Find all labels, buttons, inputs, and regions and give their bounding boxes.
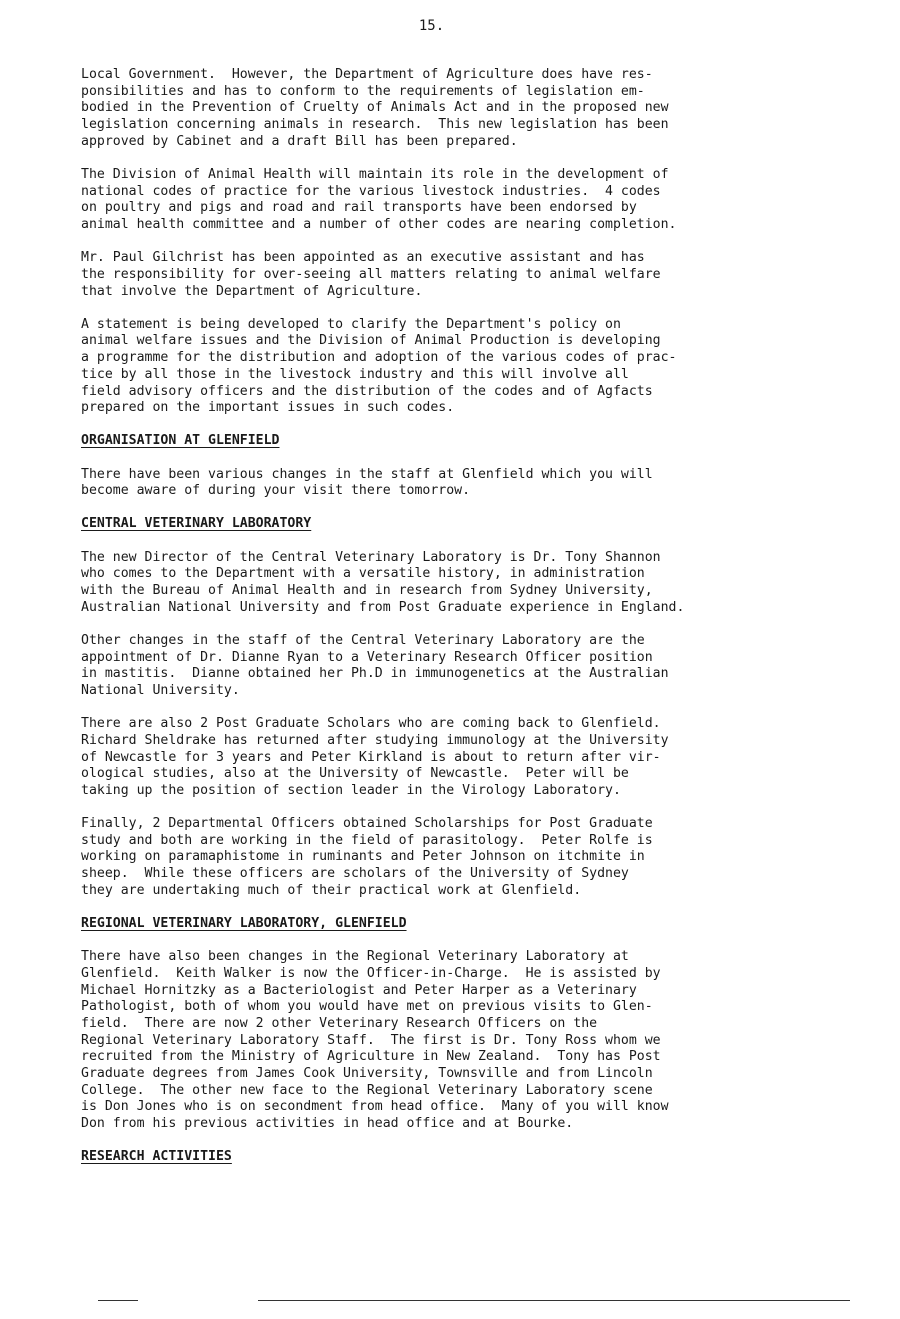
text-line: on poultry and pigs and road and rail transports have been endorsed by [81, 200, 637, 216]
text-line: in mastitis. Dianne obtained her Ph.D in immunogenetics at the Australian [81, 666, 669, 682]
text-line: legislation concerning animals in research. This new legislation has been [81, 117, 669, 133]
text-line: who comes to the Department with a versatile history, in administration [81, 566, 645, 582]
text-line: Don from his previous activities in head office and at Bourke. [81, 1116, 574, 1132]
text-line: There have been various changes in the staff at Glenfield which you will [81, 466, 653, 482]
text-line: with the Bureau of Animal Health and in research from Sydney University, [81, 583, 653, 599]
text-line: taking up the position of section leader in the Virology Laboratory. [81, 782, 621, 798]
text-line: Australian National University and from Post Graduate experience in England. [81, 599, 685, 615]
text-line: The new Director of the Central Veterinary Laboratory is Dr. Tony Shannon [81, 549, 661, 565]
text-line: animal welfare issues and the Division of Animal Production is developing [81, 333, 661, 349]
text-line: appointment of Dr. Dianne Ryan to a Veterinary Research Officer position [81, 649, 653, 665]
text-line: College. The other new face to the Regional Veterinary Laboratory scene [81, 1082, 653, 1098]
text-line: There are also 2 Post Graduate Scholars who are coming back to Glenfield. [81, 716, 661, 732]
text-line: a programme for the distribution and adoption of the various codes of prac- [81, 350, 677, 366]
text-line: There have also been changes in the Regional Veterinary Laboratory at [81, 949, 629, 965]
text-line: Finally, 2 Departmental Officers obtained Scholarships for Post Graduate [81, 816, 653, 832]
text-line: that involve the Department of Agriculture. [81, 283, 423, 299]
paragraph [81, 816, 841, 899]
paragraph [81, 317, 841, 417]
paragraph [81, 633, 841, 700]
text-line: ological studies, also at the University of Newcastle. Peter will be [81, 766, 629, 782]
paragraph [81, 250, 841, 300]
section-heading: ORGANISATION AT GLENFIELD [81, 433, 280, 449]
text-line: become aware of during your visit there tomorrow. [81, 483, 471, 499]
text-line: National University. [81, 682, 240, 698]
document-body [81, 67, 841, 1183]
paragraph [81, 949, 841, 1133]
paragraph [81, 467, 841, 500]
text-line: Local Government. However, the Department of Agriculture does have res- [81, 67, 653, 82]
text-line: is Don Jones who is on secondment from head office. Many of you will know [81, 1099, 669, 1115]
page-number: 15. [418, 18, 445, 34]
text-line: Other changes in the staff of the Central Veterinary Laboratory are the [81, 632, 645, 648]
text-line: working on paramaphistome in ruminants and Peter Johnson on itchmite in [81, 849, 645, 865]
section-heading: REGIONAL VETERINARY LABORATORY, GLENFIELD [81, 916, 407, 932]
text-line: Richard Sheldrake has returned after studying immunology at the University [81, 732, 669, 748]
text-line: Glenfield. Keith Walker is now the Officer-in-Charge. He is assisted by [81, 965, 661, 981]
text-line: prepared on the important issues in such codes. [81, 400, 455, 416]
text-line: study and both are working in the field of parasitology. Peter Rolfe is [81, 832, 653, 848]
text-line: the responsibility for over-seeing all matters relating to animal welfare [81, 266, 661, 282]
text-line: they are undertaking much of their practical work at Glenfield. [81, 882, 582, 898]
text-line: tice by all those in the livestock industry and this will involve all [81, 366, 629, 382]
paragraph [81, 716, 841, 799]
text-line: field. There are now 2 other Veterinary Research Officers on the [81, 1015, 598, 1031]
footer-rule-left [98, 1300, 138, 1301]
text-line: national codes of practice for the various livestock industries. 4 codes [81, 183, 661, 199]
text-line: ponsibilities and has to conform to the requirements of legislation em- [81, 83, 645, 99]
text-line: animal health committee and a number of other codes are nearing completion. [81, 217, 677, 232]
paragraph [81, 167, 841, 234]
text-line: sheep. While these officers are scholars of the University of Sydney [81, 866, 629, 882]
section-heading: RESEARCH ACTIVITIES [81, 1149, 232, 1165]
text-line: Regional Veterinary Laboratory Staff. The first is Dr. Tony Ross whom we [81, 1032, 661, 1048]
text-line: A statement is being developed to clarify the Department's policy on [81, 316, 621, 332]
text-line: bodied in the Prevention of Cruelty of Animals Act and in the proposed new [81, 100, 669, 116]
text-line: approved by Cabinet and a draft Bill has been prepared. [81, 133, 518, 149]
paragraph [81, 67, 841, 150]
text-line: Michael Hornitzky as a Bacteriologist and Peter Harper as a Veterinary [81, 982, 637, 998]
paragraph [81, 550, 841, 617]
text-line: The Division of Animal Health will maintain its role in the development of [81, 166, 669, 182]
text-line: Graduate degrees from James Cook University, Townsville and from Lincoln [81, 1066, 653, 1082]
text-line: Mr. Paul Gilchrist has been appointed as an executive assistant and has [81, 250, 645, 266]
text-line: field advisory officers and the distribution of the codes and of Agfacts [81, 383, 653, 399]
text-line: of Newcastle for 3 years and Peter Kirkland is about to return after vir- [81, 749, 661, 765]
footer-rule-right [258, 1300, 850, 1301]
section-heading: CENTRAL VETERINARY LABORATORY [81, 516, 312, 532]
text-line: recruited from the Ministry of Agriculture in New Zealand. Tony has Post [81, 1049, 661, 1065]
text-line: Pathologist, both of whom you would have met on previous visits to Glen- [81, 999, 653, 1015]
